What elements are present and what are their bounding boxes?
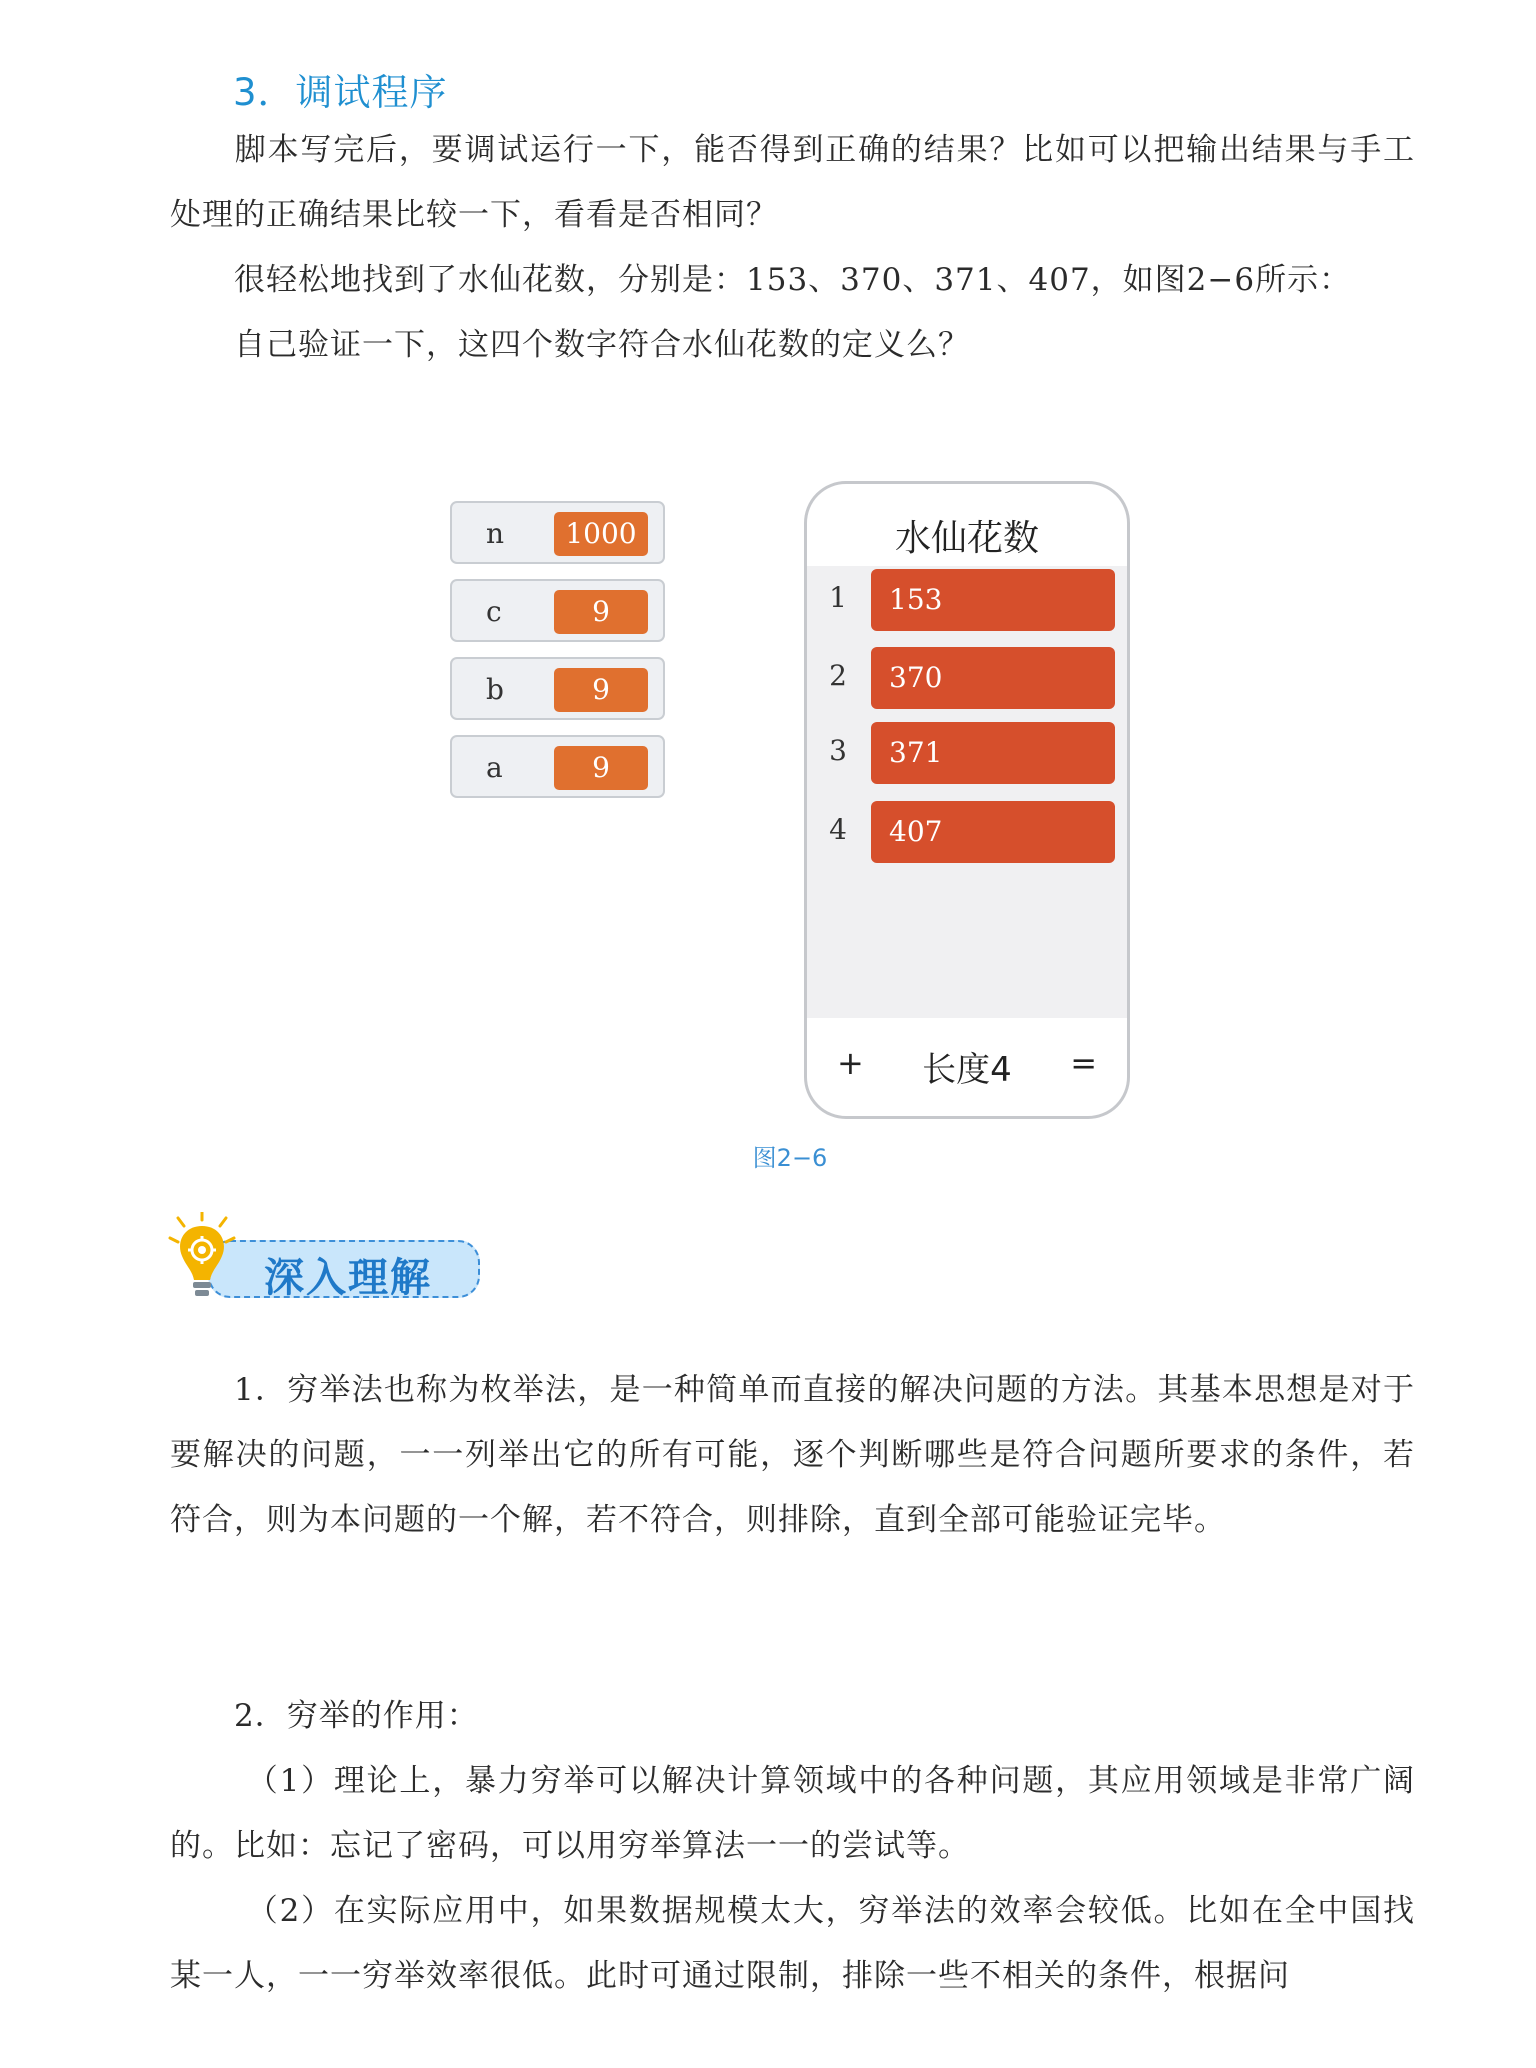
variable-monitor-c	[450, 579, 665, 642]
list-item-value[interactable]: 370	[871, 647, 1115, 709]
variable-value: 9	[554, 746, 648, 790]
variable-name: c	[486, 595, 502, 628]
lightbulb-gear-icon	[168, 1212, 258, 1312]
variable-monitor-a	[450, 735, 665, 798]
variable-value: 1000	[554, 512, 648, 556]
list-item	[807, 722, 1127, 784]
intro-paragraph-2-text: 很轻松地找到了水仙花数，分别是：153、370、371、407，如图2−6所示：	[234, 262, 1352, 298]
intro-paragraph-1-text: 脚本写完后，要调试运行一下，能否得到正确的结果？比如可以把输出结果与手工处理的正确结果比较一下，看看是否相同？	[170, 132, 1415, 233]
list-title: 水仙花数	[894, 518, 1039, 559]
variable-name: n	[486, 517, 505, 550]
list-length-label: 长度4	[922, 1050, 1012, 1090]
section-heading: 3．调试程序	[233, 71, 448, 114]
deep-paragraph-1-text: 1．穷举法也称为枚举法，是一种简单而直接的解决问题的方法。其基本思想是对于要解决的问题，一一列举出它的所有可能，逐个判断哪些是符合问题所要求的条件，若符合，则为本问题的一个解，若不符合，则排除，直到全部可能验证完毕。	[170, 1372, 1415, 1538]
deep-paragraph-1	[170, 1358, 1415, 1553]
intro-paragraph-3	[170, 313, 1415, 378]
deep-understanding-banner	[168, 1212, 488, 1302]
intro-paragraph-1	[170, 118, 1415, 248]
resize-handle[interactable]: =	[1070, 1044, 1097, 1082]
banner-title: 深入理解	[264, 1254, 432, 1301]
variable-name: b	[486, 673, 504, 706]
deep-paragraph-3	[170, 1749, 1415, 1879]
deep-paragraph-2	[170, 1684, 1415, 1749]
list-item-value[interactable]: 371	[871, 722, 1115, 784]
add-item-button[interactable]: +	[837, 1044, 864, 1082]
list-footer	[807, 1016, 1127, 1116]
variable-name: a	[486, 751, 503, 784]
list-body[interactable]	[807, 566, 1127, 1018]
list-item-index: 3	[829, 734, 847, 767]
list-monitor	[804, 481, 1130, 1119]
list-item	[807, 647, 1127, 709]
list-item	[807, 569, 1127, 631]
figure-caption: 图2−6	[752, 1144, 828, 1172]
variable-monitor-b	[450, 657, 665, 720]
intro-paragraph-2	[170, 248, 1415, 313]
list-item-index: 2	[829, 659, 847, 692]
deep-paragraph-4	[170, 1879, 1415, 2009]
deep-paragraph-3-text: （1）理论上，暴力穷举可以解决计算领域中的各种问题，其应用领域是非常广阔的。比如：忘记了密码，可以用穷举算法一一的尝试等。	[170, 1763, 1415, 1864]
variable-monitor-n	[450, 501, 665, 564]
intro-paragraph-3-text: 自己验证一下，这四个数字符合水仙花数的定义么？	[234, 327, 970, 363]
list-item-index: 1	[829, 581, 847, 614]
deep-paragraph-4-text: （2）在实际应用中，如果数据规模太大，穷举法的效率会较低。比如在全中国找某一人，一一穷举效率很低。此时可通过限制，排除一些不相关的条件，根据问	[170, 1893, 1415, 1994]
deep-paragraph-2-text: 2．穷举的作用：	[234, 1698, 479, 1734]
variable-value: 9	[554, 590, 648, 634]
list-item	[807, 801, 1127, 863]
list-item-value[interactable]: 153	[871, 569, 1115, 631]
variable-value: 9	[554, 668, 648, 712]
list-item-value[interactable]: 407	[871, 801, 1115, 863]
list-item-index: 4	[829, 813, 847, 846]
